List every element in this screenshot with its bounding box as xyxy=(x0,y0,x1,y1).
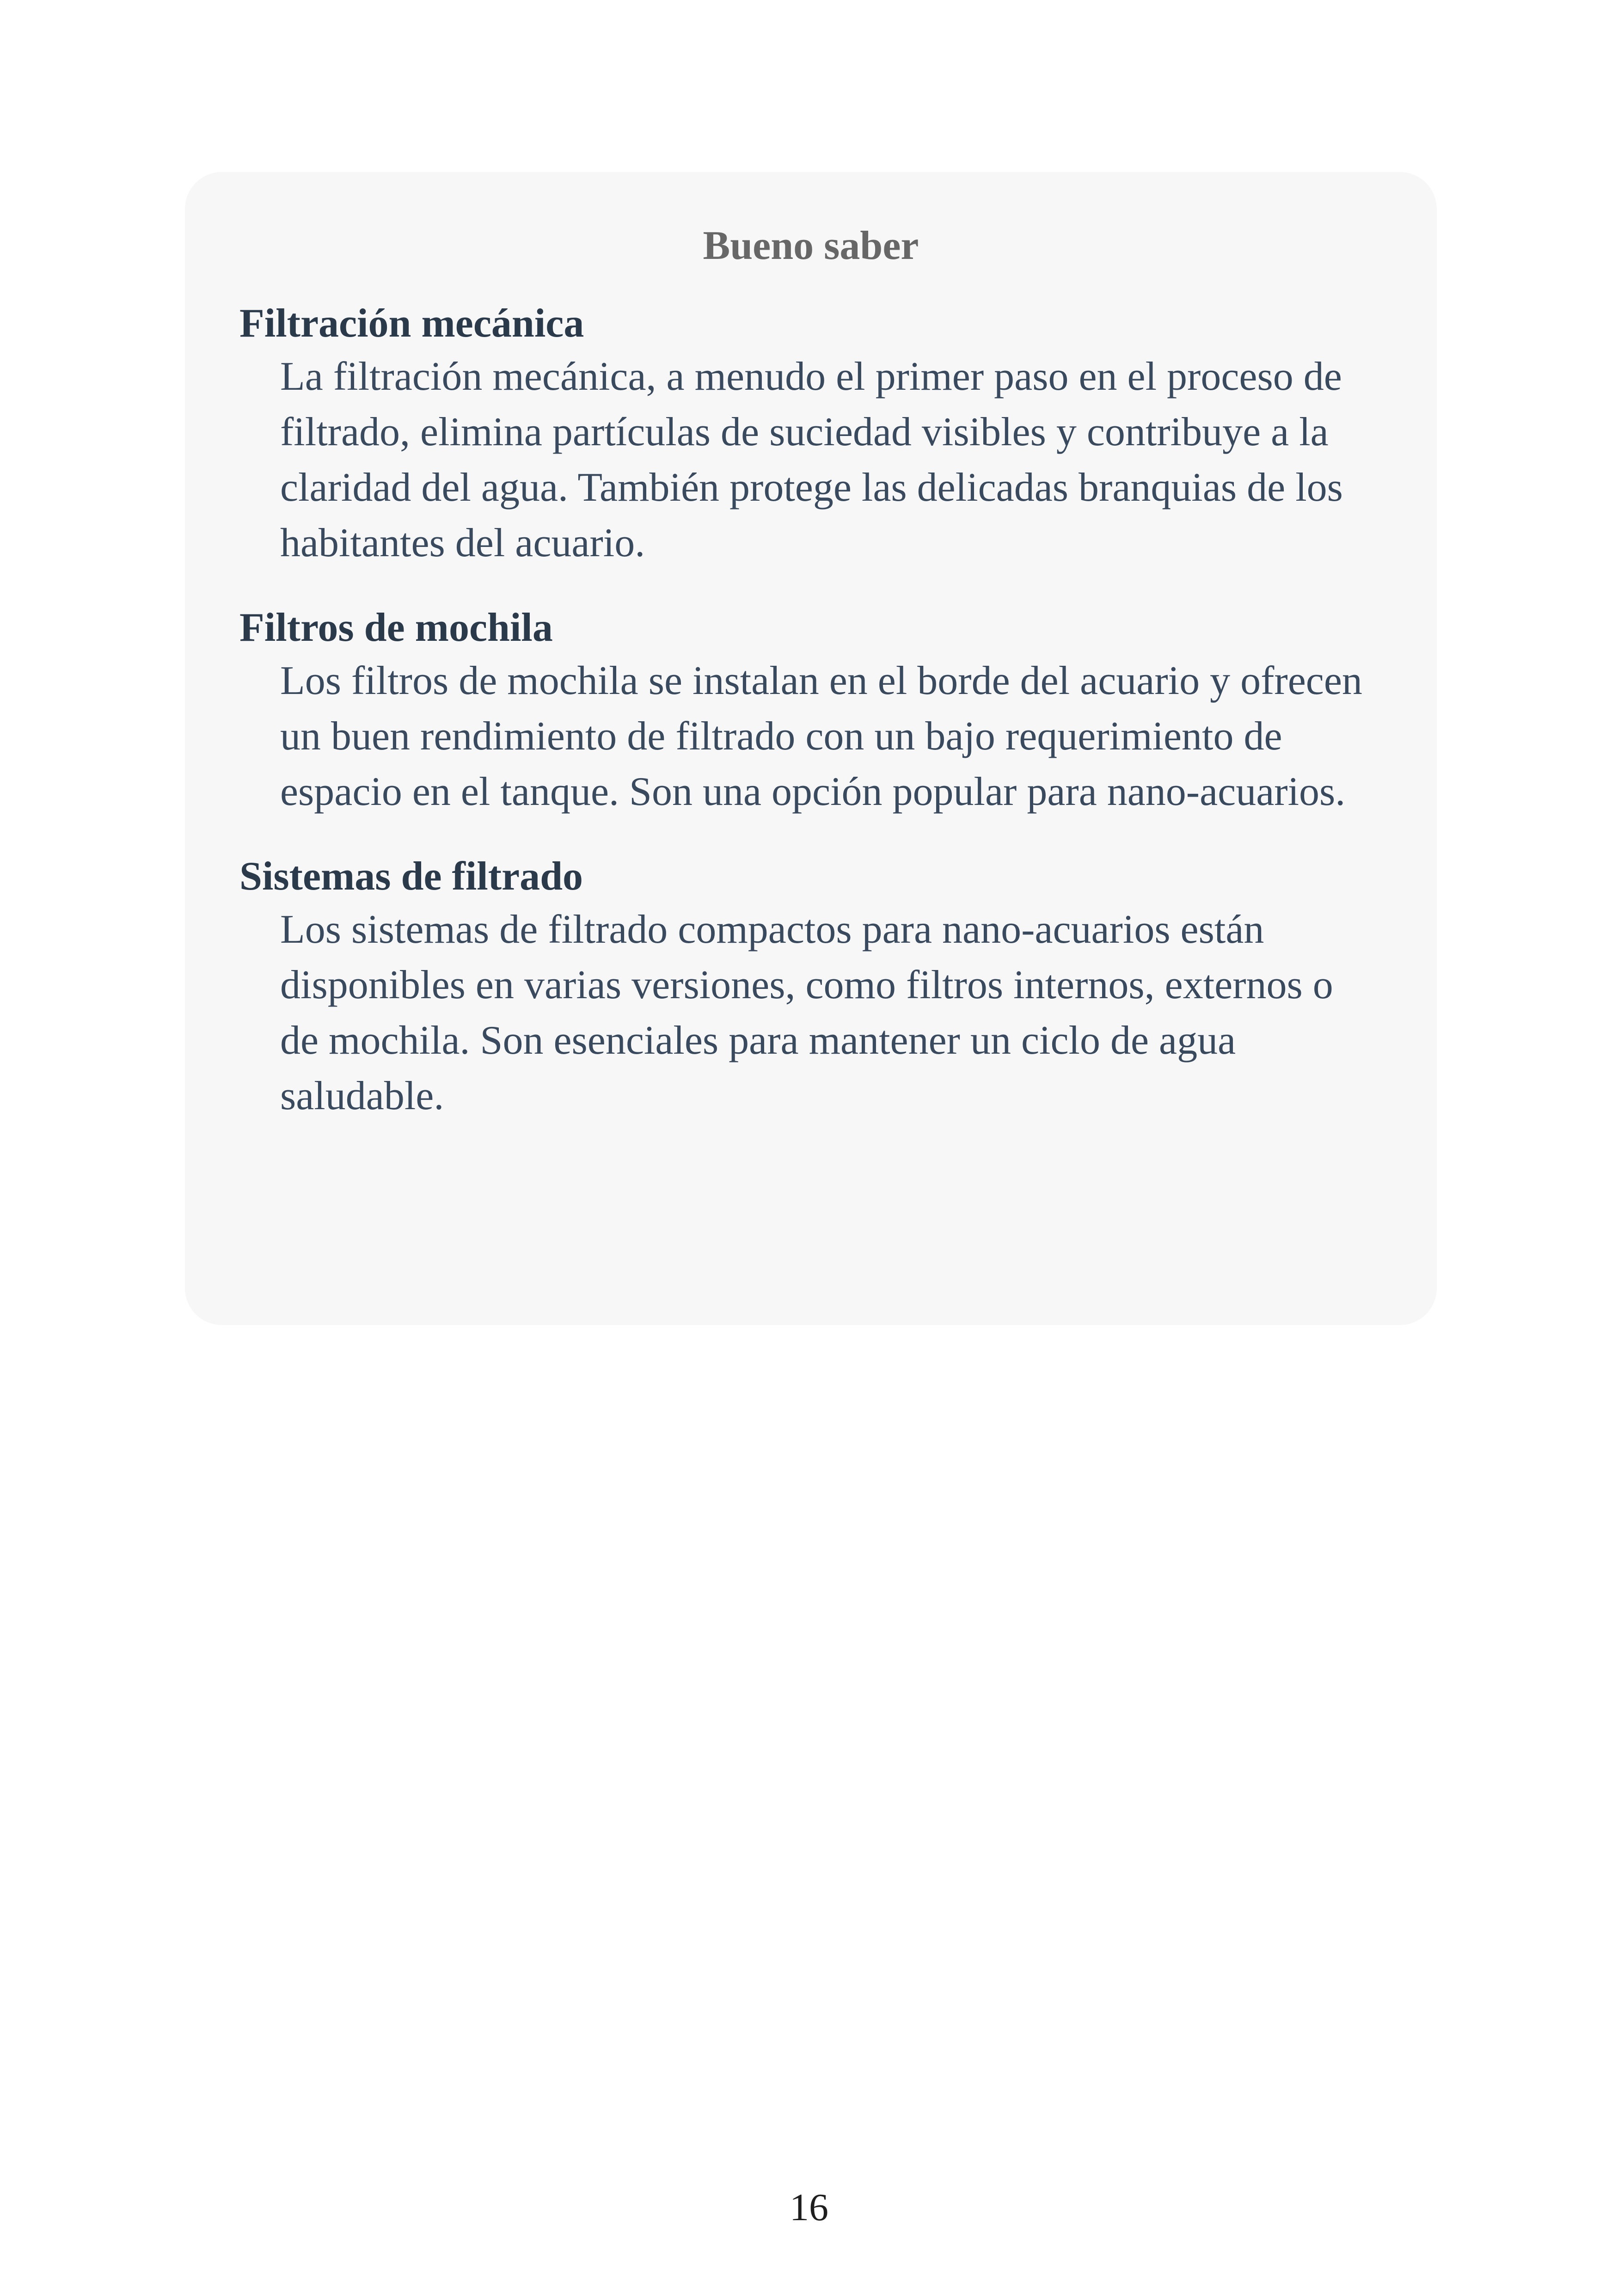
entry-hang-on-filters xyxy=(239,602,1367,820)
info-box xyxy=(185,172,1437,1325)
entry-description: La filtración mecánica, a menudo el primer paso en el proceso de filtrado, elimina partículas de suciedad visibles y contribuye a la claridad del agua. También protege las delicadas branquias de los habitantes del acuario. xyxy=(280,354,1343,565)
entry-term: Sistemas de filtrado xyxy=(239,854,583,899)
entry-filtration-systems xyxy=(239,851,1367,1124)
box-title: Bueno saber xyxy=(703,223,919,268)
entry-term: Filtración mecánica xyxy=(239,301,584,346)
page-number: 16 xyxy=(790,2186,828,2229)
entry-term: Filtros de mochila xyxy=(239,605,553,650)
entry-mechanical-filtration xyxy=(239,298,1367,571)
entry-description: Los sistemas de filtrado compactos para nano-acuarios están disponibles en varias versiones, como filtros internos, externos o de mochila. Son esenciales para mantener un ciclo de agua saludable. xyxy=(280,907,1333,1118)
entry-description: Los filtros de mochila se instalan en el borde del acuario y ofrecen un buen rendimiento de filtrado con un bajo requerimiento de espacio en el tanque. Son una opción popular para nano-acuarios. xyxy=(280,658,1362,814)
